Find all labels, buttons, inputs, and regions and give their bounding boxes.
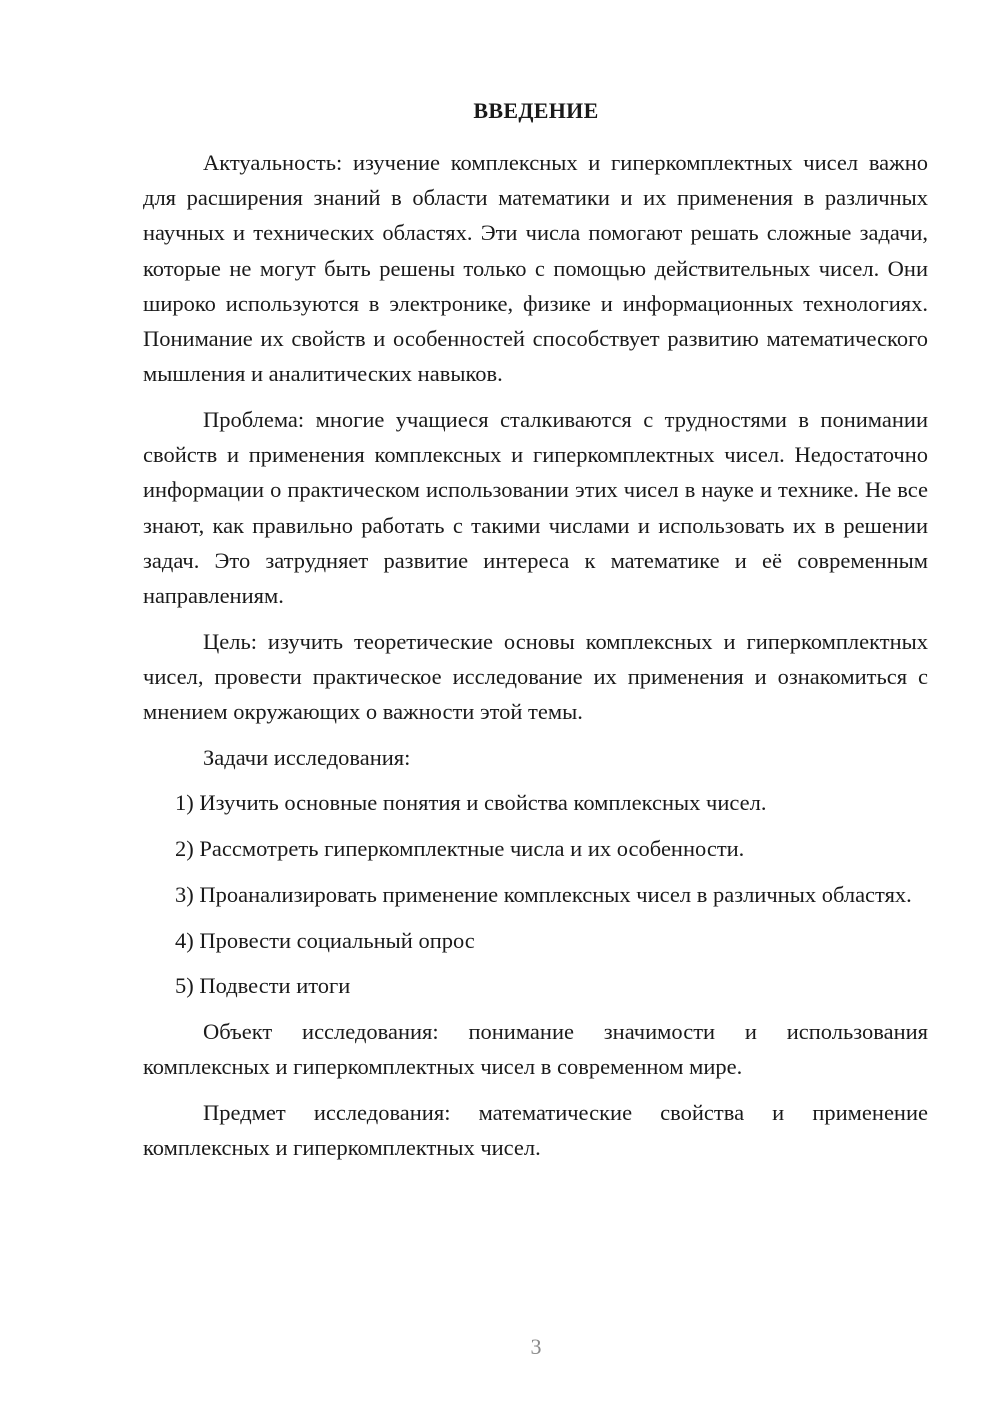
tasks-heading: Задачи исследования:: [203, 744, 411, 770]
task-item-2: 2) Рассмотреть гиперкомплектные числа и их особенности.: [175, 836, 745, 862]
task-item-1: 1) Изучить основные понятия и свойства комплексных чисел.: [175, 790, 767, 816]
body-text: [143, 145, 928, 1176]
task-item-3: 3) Проанализировать применение комплексных чисел в различных областях.: [175, 881, 912, 907]
page-number: 3: [530, 1334, 542, 1359]
problem-paragraph: Проблема: многие учащиеся сталкиваются с трудностями в понимании свойств и применения комплексных и гиперкомплектных чисел. Недостаточно информации о практическом использовании этих чисел в науке и технике. Не все знают, как правильно работать с такими числами и использовать их в решении задач. Это затрудняет развитие интереса к математике и её современным направлениям.: [143, 406, 928, 608]
section-heading: ВВЕДЕНИЕ: [473, 98, 599, 123]
task-item-4: 4) Провести социальный опрос: [175, 927, 475, 953]
goal-paragraph: Цель: изучить теоретические основы комплексных и гиперкомплектных чисел, провести практическое исследование их применения и ознакомиться с мнением окружающих о важности этой темы.: [143, 628, 928, 725]
task-item-5: 5) Подвести итоги: [175, 973, 351, 999]
subject-paragraph: Предмет исследования: математические свойства и применение комплексных и гиперкомплектных чисел.: [143, 1099, 928, 1161]
relevance-paragraph: Актуальность: изучение комплексных и гиперкомплектных чисел важно для расширения знаний в области математики и их применения в различных научных и технических областях. Эти числа помогают решать сложные задачи, которые не могут быть решены только с помощью действительных чисел. Они широко используются в электронике, физике и информационных технологиях. Понимание их свойств и особенностей способствует развитию математического мышления и аналитических навыков.: [143, 150, 928, 387]
object-paragraph: Объект исследования: понимание значимости и использования комплексных и гиперкомплектных чисел в современном мире.: [143, 1018, 928, 1080]
